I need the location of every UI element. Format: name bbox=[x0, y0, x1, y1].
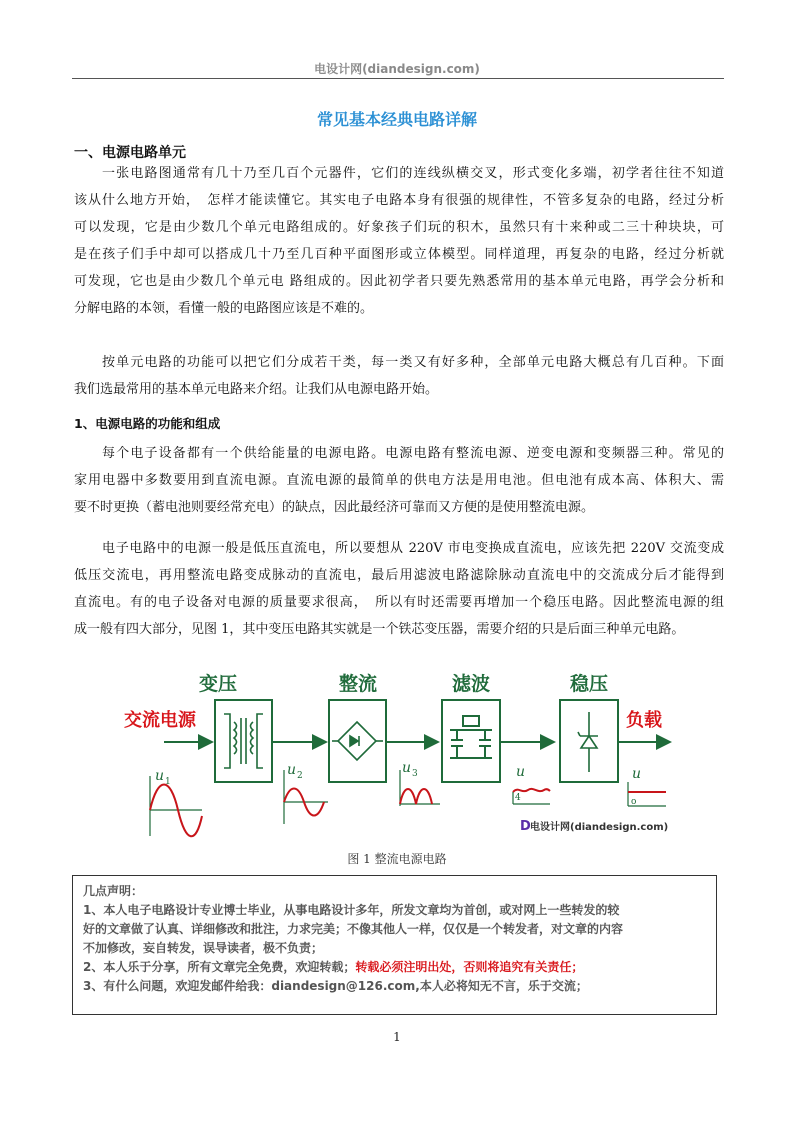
notice-line: 好的文章做了认真、详细修改和批注，力求完美；不像其他人一样，仅仅是一个转发者，对文章的内容 bbox=[83, 922, 624, 936]
output-label-load: 负载 bbox=[626, 710, 662, 731]
input-label-ac-source: 交流电源 bbox=[124, 710, 196, 731]
paragraph-line: 低压交流电，再用整流电路变成脉动的直流电，最后用滤波电路滤除脉动直流电中的交流成分后才能得到 bbox=[74, 568, 724, 583]
transformer-block bbox=[215, 700, 272, 782]
stage-label-transform: 变压 bbox=[198, 673, 238, 695]
rectifier-block-diagram bbox=[120, 664, 680, 844]
notice-line bbox=[83, 958, 706, 977]
paragraph-line: 可发现，它也是由少数几个单元电 路组成的。因此初学者只要先熟悉常用的基本单元电路，再学会分析和 bbox=[74, 274, 724, 289]
section-heading-power-unit: 一、电源电路单元 bbox=[74, 145, 186, 161]
page-number: 1 bbox=[393, 1030, 401, 1044]
notice-warning-text: 转载必须注明出处，否则将追究有关责任； bbox=[355, 960, 584, 974]
paragraph-line: 该从什么地方开始， 怎样才能读懂它。其实电子电路本身有很强的规律性，不管多复杂的电路，经过分析 bbox=[74, 193, 724, 208]
paragraph-line: 成一般有四大部分，见图 1，其中变压电路其实就是一个铁芯变压器，需要介绍的只是后面三种单元电路。 bbox=[74, 622, 685, 637]
wave-label-u: u bbox=[402, 760, 412, 776]
paragraph-line: 分解电路的本领，看懂一般的电路图应该是不难的。 bbox=[74, 301, 374, 316]
wave-subscript: 1 bbox=[165, 777, 171, 787]
waveform-u3 bbox=[400, 760, 440, 806]
header-divider bbox=[72, 78, 724, 79]
wave-label-u: u bbox=[632, 766, 642, 782]
wave-label-u: u bbox=[516, 764, 526, 780]
copyright-notice-box bbox=[72, 875, 717, 1015]
stage-label-filter: 滤波 bbox=[451, 673, 491, 695]
notice-share-text: 2、本人乐于分享，所有文章完全免费，欢迎转载； bbox=[83, 960, 356, 974]
watermark-text: 电设计网(diandesign.com) bbox=[530, 822, 669, 833]
subsection-heading-power-function: 1、电源电路的功能和组成 bbox=[74, 416, 221, 431]
waveform-u4 bbox=[513, 764, 550, 804]
paragraph-line: 家用电器中多数要用到直流电源。直流电源的最简单的供电方法是用电池。但电池有成本高、体积大、需 bbox=[74, 473, 724, 488]
paragraph-line: 直流电。有的电子设备对电源的质量要求很高， 所以有时还需要再增加一个稳压电路。因此整流电源的组 bbox=[74, 595, 724, 610]
waveform-uo bbox=[628, 766, 666, 807]
document-title: 常见基本经典电路详解 bbox=[316, 110, 477, 129]
paragraph-line: 我们选最常用的基本单元电路来介绍。让我们从电源电路开始。 bbox=[74, 382, 439, 397]
site-watermark bbox=[520, 819, 668, 834]
waveform-u2 bbox=[284, 762, 328, 824]
wave-label-u: u bbox=[155, 768, 165, 784]
paragraph-line: 可以发现，它是由少数几个单元电路组成的。好象孩子们玩的积木，虽然只有十来种或二三十种块块，可 bbox=[74, 220, 724, 235]
stage-label-rectify: 整流 bbox=[338, 673, 378, 695]
figure-caption: 图 1 整流电源电路 bbox=[347, 852, 447, 866]
paragraph-line: 一张电路图通常有几十乃至几百个元器件，它们的连线纵横交叉，形式变化多端，初学者往往不知道 bbox=[102, 166, 724, 181]
wave-subscript: o bbox=[631, 797, 637, 807]
paragraph-line: 是在孩子们手中却可以搭成几十乃至几百种平面图形或立体模型。同样道理，再复杂的电路，经过分析就 bbox=[74, 247, 724, 262]
notice-line: 1、本人电子电路设计专业博士毕业，从事电路设计多年，所发文章均为首创，或对网上一些转发的较 bbox=[83, 903, 620, 917]
stage-label-regulate: 稳压 bbox=[569, 673, 609, 695]
paragraph-line: 每个电子设备都有一个供给能量的电源电路。电源电路有整流电源、逆变电源和变频器三种。常见的 bbox=[102, 446, 724, 461]
wave-subscript: 2 bbox=[297, 771, 303, 781]
waveform-u1 bbox=[150, 768, 202, 836]
filter-block bbox=[442, 700, 500, 782]
notice-title: 几点声明： bbox=[83, 884, 144, 898]
wave-subscript: 4 bbox=[515, 793, 521, 803]
block-diagram-svg bbox=[120, 664, 680, 844]
wave-label-u: u bbox=[287, 762, 297, 778]
paragraph-line: 电子电路中的电源一般是低压直流电，所以要想从 220V 市电变换成直流电，应该先把 220V 交流变成 bbox=[102, 541, 724, 556]
wave-subscript: 3 bbox=[412, 769, 418, 779]
notice-line: 不加修改，妄自转发，误导读者，极不负责； bbox=[83, 941, 324, 955]
header-site-name: 电设计网(diandesign.com) bbox=[314, 62, 480, 76]
paragraph-line: 按单元电路的功能可以把它们分成若干类，每一类又有好多种，全部单元电路大概总有几百种。下面 bbox=[102, 355, 724, 370]
paragraph-line: 要不时更换（蓄电池则要经常充电）的缺点，因此最经济可靠而又方便的是使用整流电源。 bbox=[74, 500, 595, 515]
watermark-logo: D bbox=[520, 819, 531, 834]
notice-line: 3、有什么问题，欢迎发邮件给我：diandesign@126.com,本人必将知无不言，乐于交流； bbox=[83, 979, 588, 993]
